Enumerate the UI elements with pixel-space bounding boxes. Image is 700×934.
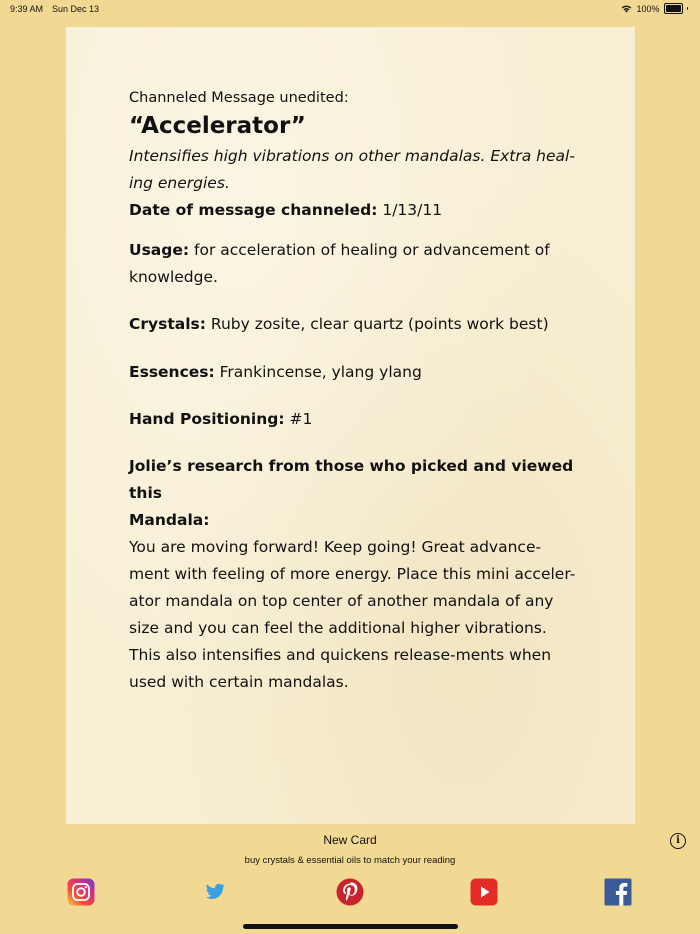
twitter-icon[interactable]: [206, 883, 225, 900]
hand-positioning-label: Hand Positioning:: [129, 410, 285, 428]
card-subtitle-line-1: Intensifies high vibrations on other mandalas. Extra heal-: [129, 147, 575, 165]
research-line-5: This also intensifies and quickens release-ments when: [129, 646, 552, 664]
research-line-6: used with certain mandalas.: [129, 673, 349, 691]
research-line-2: ment with feeling of more energy. Place this mini acceler-: [129, 565, 576, 583]
status-date: Sun Dec 13: [52, 4, 100, 14]
usage-value-line-1: for acceleration of healing or advancement of: [189, 241, 550, 259]
info-icon[interactable]: i: [670, 833, 686, 849]
status-bar: [0, 0, 700, 18]
buy-crystals-link[interactable]: buy crystals & essential oils to match your reading: [244, 855, 456, 866]
card-title: “Accelerator”: [129, 113, 306, 139]
usage-label: Usage:: [129, 241, 190, 259]
essences-value: Frankincense, ylang ylang: [214, 363, 422, 381]
status-indicators: [621, 3, 688, 14]
new-card-button[interactable]: New Card: [323, 833, 377, 847]
youtube-icon[interactable]: [470, 878, 498, 906]
status-time: 9:39 AM: [10, 4, 44, 14]
essences-label: Essences:: [129, 363, 215, 381]
battery-icon: [664, 3, 683, 14]
crystals-value: Ruby zosite, clear quartz (points work best): [205, 315, 549, 333]
hand-positioning-row: [129, 406, 589, 433]
hand-positioning-value: #1: [284, 410, 313, 428]
home-indicator[interactable]: [243, 924, 458, 929]
battery-tip: [687, 7, 689, 10]
essences-row: [129, 359, 589, 386]
pinterest-icon[interactable]: [336, 878, 364, 906]
card-content: [129, 87, 589, 696]
research-heading-line-2: Mandala:: [129, 511, 210, 529]
research-heading-line-1: Jolie’s research from those who picked and viewed this: [129, 457, 574, 502]
facebook-icon[interactable]: [604, 878, 632, 906]
date-value: 1/13/11: [377, 201, 443, 219]
card-subtitle-line-2: ing energies.: [129, 174, 230, 192]
instagram-icon[interactable]: [67, 878, 95, 906]
research-line-3: ator mandala on top center of another mandala of any: [129, 592, 554, 610]
date-label: Date of message channeled:: [129, 201, 378, 219]
crystals-row: [129, 311, 589, 338]
research-line-1: You are moving forward! Keep going! Great advance-: [129, 538, 542, 556]
usage-value-line-2: knowledge.: [129, 268, 218, 286]
card-intro: Channeled Message unedited:: [129, 90, 349, 106]
wifi-icon: [621, 5, 632, 13]
reading-card: [66, 27, 635, 824]
research-line-4: size and you can feel the additional higher vibrations.: [129, 619, 547, 637]
date-row: [129, 197, 589, 224]
usage-row: [129, 237, 589, 264]
crystals-label: Crystals:: [129, 315, 206, 333]
battery-percent: 100%: [636, 3, 660, 14]
